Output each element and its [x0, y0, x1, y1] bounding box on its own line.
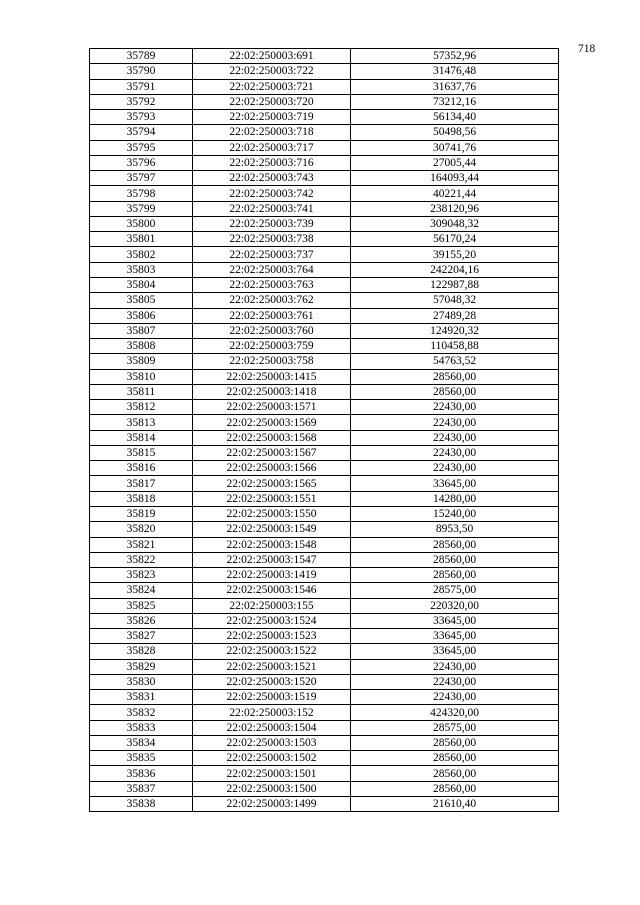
row-number-cell: 35809	[90, 354, 193, 369]
row-number-cell: 35789	[90, 49, 193, 64]
table-row	[90, 461, 559, 476]
cadastral-number-cell: 22:02:250003:1567	[193, 445, 351, 460]
row-number-cell: 35806	[90, 308, 193, 323]
row-number-cell: 35793	[90, 110, 193, 125]
table-row	[90, 339, 559, 354]
table-row	[90, 232, 559, 247]
value-cell: 33645,00	[351, 644, 559, 659]
value-cell: 220320,00	[351, 598, 559, 613]
cadastral-number-cell: 22:02:250003:741	[193, 201, 351, 216]
table-row	[90, 400, 559, 415]
table-row	[90, 491, 559, 506]
row-number-cell: 35803	[90, 262, 193, 277]
table-row	[90, 751, 559, 766]
cadastral-number-cell: 22:02:250003:1546	[193, 583, 351, 598]
table-row	[90, 171, 559, 186]
value-cell: 122987,88	[351, 277, 559, 292]
table-row	[90, 659, 559, 674]
row-number-cell: 35822	[90, 552, 193, 567]
cadastral-number-cell: 22:02:250003:1571	[193, 400, 351, 415]
table-row	[90, 293, 559, 308]
row-number-cell: 35821	[90, 537, 193, 552]
row-number-cell: 35838	[90, 797, 193, 812]
value-cell: 424320,00	[351, 705, 559, 720]
value-cell: 22430,00	[351, 445, 559, 460]
value-cell: 31476,48	[351, 64, 559, 79]
row-number-cell: 35814	[90, 430, 193, 445]
table-row	[90, 94, 559, 109]
value-cell: 22430,00	[351, 400, 559, 415]
value-cell: 28560,00	[351, 751, 559, 766]
row-number-cell: 35807	[90, 323, 193, 338]
cadastral-number-cell: 22:02:250003:1566	[193, 461, 351, 476]
row-number-cell: 35799	[90, 201, 193, 216]
cadastral-number-cell: 22:02:250003:1502	[193, 751, 351, 766]
cadastral-number-cell: 22:02:250003:718	[193, 125, 351, 140]
table-row	[90, 323, 559, 338]
cadastral-number-cell: 22:02:250003:722	[193, 64, 351, 79]
cadastral-number-cell: 22:02:250003:738	[193, 232, 351, 247]
value-cell: 28560,00	[351, 384, 559, 399]
cadastral-number-cell: 22:02:250003:1549	[193, 522, 351, 537]
row-number-cell: 35830	[90, 674, 193, 689]
value-cell: 27489,28	[351, 308, 559, 323]
row-number-cell: 35798	[90, 186, 193, 201]
value-cell: 22430,00	[351, 674, 559, 689]
value-cell: 28560,00	[351, 781, 559, 796]
table-row	[90, 140, 559, 155]
table-row	[90, 568, 559, 583]
table-row	[90, 415, 559, 430]
value-cell: 28560,00	[351, 568, 559, 583]
table-row	[90, 476, 559, 491]
value-cell: 31637,76	[351, 79, 559, 94]
row-number-cell: 35824	[90, 583, 193, 598]
value-cell: 57048,32	[351, 293, 559, 308]
table-row	[90, 384, 559, 399]
value-cell: 164093,44	[351, 171, 559, 186]
cadastral-number-cell: 22:02:250003:719	[193, 110, 351, 125]
row-number-cell: 35826	[90, 613, 193, 628]
row-number-cell: 35812	[90, 400, 193, 415]
value-cell: 40221,44	[351, 186, 559, 201]
value-cell: 39155,20	[351, 247, 559, 262]
table-row	[90, 629, 559, 644]
cadastral-number-cell: 22:02:250003:762	[193, 293, 351, 308]
row-number-cell: 35804	[90, 277, 193, 292]
cadastral-number-cell: 22:02:250003:155	[193, 598, 351, 613]
row-number-cell: 35837	[90, 781, 193, 796]
value-cell: 22430,00	[351, 461, 559, 476]
cadastral-number-cell: 22:02:250003:1499	[193, 797, 351, 812]
value-cell: 124920,32	[351, 323, 559, 338]
cadastral-number-cell: 22:02:250003:1521	[193, 659, 351, 674]
value-cell: 56170,24	[351, 232, 559, 247]
row-number-cell: 35796	[90, 155, 193, 170]
value-cell: 22430,00	[351, 430, 559, 445]
value-cell: 238120,96	[351, 201, 559, 216]
row-number-cell: 35816	[90, 461, 193, 476]
row-number-cell: 35811	[90, 384, 193, 399]
row-number-cell: 35791	[90, 79, 193, 94]
cadastral-number-cell: 22:02:250003:1520	[193, 674, 351, 689]
row-number-cell: 35825	[90, 598, 193, 613]
table-row	[90, 613, 559, 628]
value-cell: 56134,40	[351, 110, 559, 125]
row-number-cell: 35828	[90, 644, 193, 659]
table-row	[90, 552, 559, 567]
table-row	[90, 354, 559, 369]
table-row	[90, 690, 559, 705]
row-number-cell: 35832	[90, 705, 193, 720]
cadastral-number-cell: 22:02:250003:1551	[193, 491, 351, 506]
value-cell: 57352,96	[351, 49, 559, 64]
row-number-cell: 35815	[90, 445, 193, 460]
value-cell: 22430,00	[351, 415, 559, 430]
value-cell: 33645,00	[351, 476, 559, 491]
cadastral-number-cell: 22:02:250003:1501	[193, 766, 351, 781]
table-row	[90, 277, 559, 292]
row-number-cell: 35817	[90, 476, 193, 491]
value-cell: 33645,00	[351, 629, 559, 644]
value-cell: 28575,00	[351, 720, 559, 735]
value-cell: 28560,00	[351, 766, 559, 781]
cadastral-number-cell: 22:02:250003:1548	[193, 537, 351, 552]
cadastral-number-cell: 22:02:250003:1419	[193, 568, 351, 583]
table-row	[90, 430, 559, 445]
page-number: 718	[578, 43, 596, 55]
table-row	[90, 705, 559, 720]
table-row	[90, 64, 559, 79]
cadastral-number-cell: 22:02:250003:1503	[193, 735, 351, 750]
row-number-cell: 35808	[90, 339, 193, 354]
row-number-cell: 35792	[90, 94, 193, 109]
cadastral-number-cell: 22:02:250003:1504	[193, 720, 351, 735]
table-row	[90, 674, 559, 689]
registry-table	[89, 48, 559, 812]
table-row	[90, 155, 559, 170]
table-row	[90, 644, 559, 659]
cadastral-number-cell: 22:02:250003:763	[193, 277, 351, 292]
cadastral-number-cell: 22:02:250003:1519	[193, 690, 351, 705]
value-cell: 50498,56	[351, 125, 559, 140]
row-number-cell: 35797	[90, 171, 193, 186]
value-cell: 28560,00	[351, 369, 559, 384]
value-cell: 21610,40	[351, 797, 559, 812]
value-cell: 22430,00	[351, 659, 559, 674]
value-cell: 309048,32	[351, 216, 559, 231]
value-cell: 28560,00	[351, 735, 559, 750]
table-row	[90, 445, 559, 460]
row-number-cell: 35810	[90, 369, 193, 384]
row-number-cell: 35833	[90, 720, 193, 735]
cadastral-number-cell: 22:02:250003:1415	[193, 369, 351, 384]
table-row	[90, 186, 559, 201]
cadastral-number-cell: 22:02:250003:691	[193, 49, 351, 64]
table-row	[90, 766, 559, 781]
table-row	[90, 797, 559, 812]
value-cell: 27005,44	[351, 155, 559, 170]
row-number-cell: 35831	[90, 690, 193, 705]
row-number-cell: 35820	[90, 522, 193, 537]
value-cell: 73212,16	[351, 94, 559, 109]
table-row	[90, 583, 559, 598]
cadastral-number-cell: 22:02:250003:742	[193, 186, 351, 201]
table-row	[90, 201, 559, 216]
row-number-cell: 35827	[90, 629, 193, 644]
row-number-cell: 35834	[90, 735, 193, 750]
value-cell: 22430,00	[351, 690, 559, 705]
table-row	[90, 110, 559, 125]
value-cell: 33645,00	[351, 613, 559, 628]
cadastral-number-cell: 22:02:250003:764	[193, 262, 351, 277]
table-row	[90, 522, 559, 537]
row-number-cell: 35802	[90, 247, 193, 262]
row-number-cell: 35800	[90, 216, 193, 231]
row-number-cell: 35829	[90, 659, 193, 674]
table-row	[90, 125, 559, 140]
table-row	[90, 720, 559, 735]
table-row	[90, 79, 559, 94]
cadastral-number-cell: 22:02:250003:1550	[193, 506, 351, 521]
cadastral-number-cell: 22:02:250003:720	[193, 94, 351, 109]
table-row	[90, 262, 559, 277]
table-row	[90, 537, 559, 552]
row-number-cell: 35805	[90, 293, 193, 308]
cadastral-number-cell: 22:02:250003:759	[193, 339, 351, 354]
registry-table-body	[90, 49, 559, 812]
row-number-cell: 35813	[90, 415, 193, 430]
table-row	[90, 308, 559, 323]
cadastral-number-cell: 22:02:250003:758	[193, 354, 351, 369]
cadastral-number-cell: 22:02:250003:1547	[193, 552, 351, 567]
cadastral-number-cell: 22:02:250003:1524	[193, 613, 351, 628]
value-cell: 110458,88	[351, 339, 559, 354]
cadastral-number-cell: 22:02:250003:1500	[193, 781, 351, 796]
cadastral-number-cell: 22:02:250003:1565	[193, 476, 351, 491]
value-cell: 28575,00	[351, 583, 559, 598]
cadastral-number-cell: 22:02:250003:739	[193, 216, 351, 231]
value-cell: 8953,50	[351, 522, 559, 537]
row-number-cell: 35795	[90, 140, 193, 155]
row-number-cell: 35794	[90, 125, 193, 140]
table-row	[90, 781, 559, 796]
row-number-cell: 35790	[90, 64, 193, 79]
value-cell: 14280,00	[351, 491, 559, 506]
table-row	[90, 598, 559, 613]
value-cell: 28560,00	[351, 537, 559, 552]
cadastral-number-cell: 22:02:250003:1522	[193, 644, 351, 659]
table-row	[90, 247, 559, 262]
table-row	[90, 216, 559, 231]
cadastral-number-cell: 22:02:250003:1569	[193, 415, 351, 430]
table-row	[90, 506, 559, 521]
row-number-cell: 35823	[90, 568, 193, 583]
value-cell: 242204,16	[351, 262, 559, 277]
cadastral-number-cell: 22:02:250003:152	[193, 705, 351, 720]
value-cell: 15240,00	[351, 506, 559, 521]
row-number-cell: 35801	[90, 232, 193, 247]
cadastral-number-cell: 22:02:250003:1418	[193, 384, 351, 399]
table-row	[90, 49, 559, 64]
value-cell: 28560,00	[351, 552, 559, 567]
row-number-cell: 35835	[90, 751, 193, 766]
cadastral-number-cell: 22:02:250003:737	[193, 247, 351, 262]
cadastral-number-cell: 22:02:250003:743	[193, 171, 351, 186]
table-row	[90, 735, 559, 750]
cadastral-number-cell: 22:02:250003:721	[193, 79, 351, 94]
row-number-cell: 35818	[90, 491, 193, 506]
cadastral-number-cell: 22:02:250003:1523	[193, 629, 351, 644]
value-cell: 54763,52	[351, 354, 559, 369]
cadastral-number-cell: 22:02:250003:760	[193, 323, 351, 338]
row-number-cell: 35836	[90, 766, 193, 781]
cadastral-number-cell: 22:02:250003:761	[193, 308, 351, 323]
cadastral-number-cell: 22:02:250003:716	[193, 155, 351, 170]
cadastral-number-cell: 22:02:250003:717	[193, 140, 351, 155]
table-row	[90, 369, 559, 384]
value-cell: 30741,76	[351, 140, 559, 155]
row-number-cell: 35819	[90, 506, 193, 521]
cadastral-number-cell: 22:02:250003:1568	[193, 430, 351, 445]
